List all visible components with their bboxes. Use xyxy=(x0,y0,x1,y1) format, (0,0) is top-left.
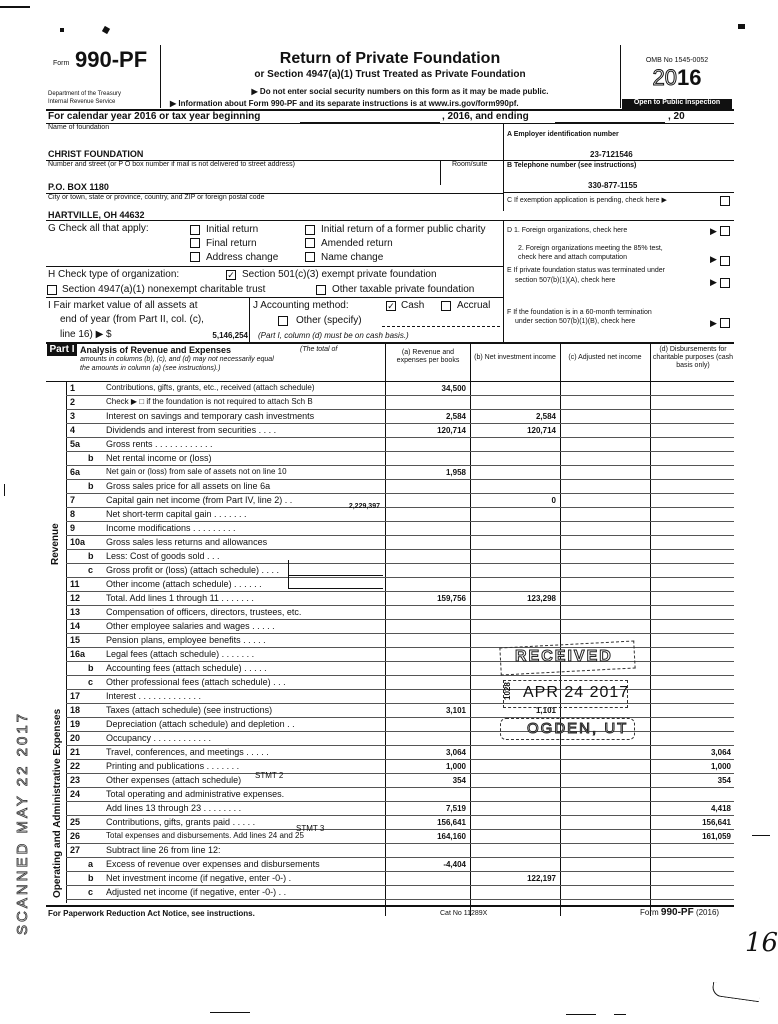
footer-form-prefix: Form xyxy=(640,908,659,917)
scan-mark xyxy=(738,24,745,29)
row-col-a: 159,756 xyxy=(437,594,466,603)
foreign-85-arrow: ▶ xyxy=(710,254,717,264)
row-col-d: 161,059 xyxy=(702,832,731,841)
expenses-side-label: Operating and Administrative Expenses xyxy=(52,708,63,898)
row-number: 26 xyxy=(70,831,81,841)
row-label: Gross sales price for all assets on line 6a xyxy=(106,481,271,491)
row-label: Net gain or (loss) from sale of assets not on line 10 xyxy=(106,467,287,476)
row-col-a: 7,519 xyxy=(445,804,466,813)
row-col-b: 2,584 xyxy=(535,412,556,421)
amended-return-label: Amended return xyxy=(321,238,393,249)
foreign-org-arrow: ▶ xyxy=(710,226,717,236)
foreign-org-checkbox[interactable] xyxy=(720,226,730,236)
dept-line1: Department of the Treasury xyxy=(48,91,122,97)
row-col-a: 1,958 xyxy=(445,468,466,477)
row-number: b xyxy=(88,453,94,463)
row-number: 25 xyxy=(70,817,81,827)
name-label: Name of foundation xyxy=(48,124,110,131)
row-col-d: 354 xyxy=(717,776,731,785)
row-label: Travel, conferences, and meetings . . . . . xyxy=(106,747,269,757)
row-label: Contributions, gifts, grants, etc., received (attach schedule) xyxy=(106,383,315,392)
col-b-header: (b) Net investment income xyxy=(474,354,556,361)
row-number: 16a xyxy=(70,649,86,659)
phone-label: B Telephone number (see instructions) xyxy=(507,162,637,169)
row-col-d: 4,418 xyxy=(710,804,731,813)
row-col-a: 34,500 xyxy=(441,384,466,393)
margin-dash xyxy=(752,835,770,836)
foundation-name: CHRIST FOUNDATION xyxy=(48,149,144,159)
row-label: Capital gain net income (from Part IV, line 2) . . xyxy=(106,495,293,505)
final-return-checkbox[interactable] xyxy=(190,238,200,248)
exemption-pending-checkbox[interactable] xyxy=(720,196,730,206)
part1-desc1: (The total of xyxy=(300,346,338,353)
address-change-label: Address change xyxy=(206,252,279,263)
row-number: 11 xyxy=(70,579,80,589)
part1-desc2: amounts in columns (b), (c), and (d) may not necessarily equal xyxy=(80,356,274,363)
fmv-label-1: I Fair market value of all assets at xyxy=(48,300,198,311)
part1-title: Analysis of Revenue and Expenses xyxy=(80,345,232,355)
row-label: Printing and publications . . . . . . . xyxy=(106,761,240,771)
terminated-label-2: section 507(b)(1)(A), check here xyxy=(515,277,616,284)
row-label: Interest . . . . . . . . . . . . . xyxy=(106,691,202,701)
row-number: 19 xyxy=(70,719,81,729)
fmv-label-3: line 16) ▶ $ xyxy=(60,329,112,340)
foreign-org-label: D 1. Foreign organizations, check here xyxy=(507,227,628,234)
row-number: 10a xyxy=(70,537,86,547)
year-suffix: 16 xyxy=(677,65,702,90)
org-type-label: H Check type of organization: xyxy=(48,269,180,280)
row-col-b: 1,101 xyxy=(535,706,556,715)
row-number: 3 xyxy=(70,411,76,421)
col-d-header: (d) Disbursements for charitable purposes (cash basis only) xyxy=(652,346,734,369)
stmt2-note: STMT 2 xyxy=(255,771,284,780)
row-label: Other professional fees (attach schedule) . . . xyxy=(106,677,286,687)
row-col-a: 156,641 xyxy=(437,818,466,827)
footer-form xyxy=(640,908,719,917)
row-number: b xyxy=(88,873,94,883)
calendar-mid: , 2016, and ending xyxy=(442,111,529,122)
row-number: 13 xyxy=(70,607,81,617)
footer-form-number: 990-PF xyxy=(660,907,694,918)
row-label: Interest on savings and temporary cash investments xyxy=(106,411,315,421)
exemption-pending-label: C If exemption application is pending, check here ▶ xyxy=(507,197,667,204)
form-subtitle: or Section 4947(a)(1) Trust Treated as Private Foundation xyxy=(254,69,526,80)
org-501c3-label: Section 501(c)(3) exempt private foundation xyxy=(242,269,437,280)
row-label: Net investment income (if negative, enter -0-) . xyxy=(106,873,292,883)
row-col-b: 120,714 xyxy=(527,426,556,435)
row-col-a: 164,160 xyxy=(437,832,466,841)
row-number: 22 xyxy=(70,761,81,771)
row-label: Other expenses (attach schedule) xyxy=(106,775,242,785)
row-label: Total operating and administrative expenses. xyxy=(106,789,285,799)
tax-year xyxy=(622,66,732,90)
revenue-side-label: Revenue xyxy=(50,523,61,565)
org-other-taxable-label: Other taxable private foundation xyxy=(332,284,475,295)
fmv-value: 5,146,254 xyxy=(212,331,248,340)
scan-mark xyxy=(0,6,30,8)
org-4947-label: Section 4947(a)(1) nonexempt charitable trust xyxy=(62,284,266,295)
row-label: Check ▶ □ if the foundation is not required to attach Sch B xyxy=(106,397,313,406)
row-label: Other employee salaries and wages . . . . . xyxy=(106,621,275,631)
org-4947-checkbox[interactable] xyxy=(47,285,57,295)
row-label: Net rental income or (loss) xyxy=(106,453,212,463)
foreign-85-label: 2. Foreign organizations meeting the 85% test, xyxy=(518,245,663,252)
row-number: b xyxy=(88,551,94,561)
row-col-a: 3,064 xyxy=(445,748,466,757)
row-number: 24 xyxy=(70,789,81,799)
accrual-label: Accrual xyxy=(457,300,491,311)
city-label: City or town, state or province, country, and ZIP or foreign postal code xyxy=(48,194,265,201)
terminated-arrow: ▶ xyxy=(710,277,717,287)
row-col-a: -4,404 xyxy=(443,860,466,869)
col-c-header: (c) Adjusted net income xyxy=(568,354,642,361)
form-number: 990-PF xyxy=(75,47,148,72)
final-return-label: Final return xyxy=(206,238,257,249)
terminated-label: E If private foundation status was terminated under xyxy=(507,267,665,274)
row-number: 5a xyxy=(70,439,81,449)
other-method-label: Other (specify) xyxy=(296,315,362,326)
row-label: Gross rents . . . . . . . . . . . . xyxy=(106,439,213,449)
check-all-label: G Check all that apply: xyxy=(48,223,149,234)
cash-basis-note: (Part I, column (d) must be on cash basis.) xyxy=(258,331,409,340)
street-value: P.O. BOX 1180 xyxy=(48,182,109,192)
sixty-month-label: F If the foundation is in a 60-month termination xyxy=(507,309,652,316)
handwritten-number: 16 xyxy=(745,928,778,958)
scan-mark xyxy=(60,28,64,32)
row-label: Excess of revenue over expenses and disbursements xyxy=(106,859,320,869)
row-col-d: 156,641 xyxy=(702,818,731,827)
dept-line2: Internal Revenue Service xyxy=(48,99,116,105)
name-change-label: Name change xyxy=(321,252,384,263)
address-change-checkbox[interactable] xyxy=(190,252,200,262)
row-number: 9 xyxy=(70,523,76,533)
omb-number: OMB No 1545-0052 xyxy=(645,57,709,64)
handwritten-scribble xyxy=(711,982,760,1003)
margin-dash xyxy=(4,484,5,496)
accounting-method-label: J Accounting method: xyxy=(253,300,349,311)
ein-value: 23-7121546 xyxy=(590,150,633,159)
row-label: Occupancy . . . . . . . . . . . . xyxy=(106,733,212,743)
row-label: Gross profit or (loss) (attach schedule) . . . . xyxy=(106,565,280,575)
stamp-city: OGDEN, UT xyxy=(527,720,629,737)
row-label: Pension plans, employee benefits . . . . . xyxy=(106,635,266,645)
street-label: Number and street (or P O box number if mail is not delivered to street address) xyxy=(48,161,295,168)
part1-desc3: the amounts in column (a) (see instructions).) xyxy=(80,365,221,372)
fmv-label-2: end of year (from Part II, col. (c), xyxy=(60,314,204,325)
row-label: Add lines 13 through 23 . . . . . . . . xyxy=(106,803,242,813)
row-label: Total expenses and disbursements. Add lines 24 and 25 xyxy=(106,831,304,840)
year-prefix: 20 xyxy=(652,65,677,90)
row-label: Accounting fees (attach schedule) . . . . . xyxy=(106,663,267,673)
row-label: Contributions, gifts, grants paid . . . . . xyxy=(106,817,256,827)
form-title: Return of Private Foundation xyxy=(279,50,501,67)
row-number: b xyxy=(88,663,94,673)
row-col-d: 1,000 xyxy=(710,762,731,771)
row-label: Taxes (attach schedule) (see instructions) xyxy=(106,705,273,715)
row-number: a xyxy=(88,859,94,869)
row-label: Gross sales less returns and allowances xyxy=(106,537,268,547)
row-number: 17 xyxy=(70,691,81,701)
scan-mark xyxy=(102,26,110,34)
stamp-side-code: 1028 xyxy=(503,682,512,700)
row-number: 20 xyxy=(70,733,81,743)
row-number: 21 xyxy=(70,747,81,757)
row-col-d: 3,064 xyxy=(710,748,731,757)
row-col-b: 123,298 xyxy=(527,594,556,603)
initial-return-label: Initial return xyxy=(206,224,259,235)
row-number: 1 xyxy=(70,383,76,393)
col-a-header: (a) Revenue and expenses per books xyxy=(396,349,460,364)
calendar-label: For calendar year 2016 or tax year beginning xyxy=(48,111,261,122)
row-col-a: 3,101 xyxy=(445,706,466,715)
sixty-month-label-2: under section 507(b)(1)(B), check here xyxy=(515,318,636,325)
row-label: Depreciation (attach schedule) and depletion . . xyxy=(106,719,295,729)
row-number: 12 xyxy=(70,593,81,603)
foreign-85-checkbox[interactable] xyxy=(720,256,730,266)
row-number: 6a xyxy=(70,467,81,477)
part1-tag: Part I xyxy=(47,344,77,356)
gross-sales-value: 2,229,397 xyxy=(348,503,380,510)
footer-form-year: (2016) xyxy=(695,908,720,917)
stamp-received: RECEIVED xyxy=(515,648,613,665)
initial-former-label: Initial return of a former public charity xyxy=(321,224,486,235)
instructions-info: ▶ Information about Form 990-PF and its separate instructions is at www.irs.gov/form990pf. xyxy=(170,99,519,108)
paperwork-notice: For Paperwork Reduction Act Notice, see instructions. xyxy=(48,909,255,918)
row-number: 18 xyxy=(70,705,81,715)
row-number: 7 xyxy=(70,495,76,505)
foreign-85-label-2: check here and attach computation xyxy=(518,254,627,261)
row-col-a: 2,584 xyxy=(445,412,466,421)
row-number: 14 xyxy=(70,621,81,631)
row-number: c xyxy=(88,677,94,687)
row-label: Legal fees (attach schedule) . . . . . . . xyxy=(106,649,255,659)
cat-number: Cat No 11289X xyxy=(440,910,488,917)
row-number: c xyxy=(88,887,94,897)
phone-value: 330-877-1155 xyxy=(588,181,638,190)
row-number: 23 xyxy=(70,775,81,785)
row-number: c xyxy=(88,565,94,575)
row-col-a: 354 xyxy=(452,776,466,785)
ein-label: A Employer identification number xyxy=(507,131,619,138)
row-label: Other income (attach schedule) . . . . . . xyxy=(106,579,262,589)
city-value: HARTVILLE, OH 44632 xyxy=(48,210,145,220)
row-number: 2 xyxy=(70,397,76,407)
stmt3-note: STMT 3 xyxy=(296,824,325,833)
open-public-banner: Open to Public Inspection xyxy=(622,99,732,109)
row-label: Dividends and interest from securities . . . . xyxy=(106,425,277,435)
ssn-warning: ▶ Do not enter social security numbers on this form as it may be made public. xyxy=(251,87,549,96)
name-change-checkbox[interactable] xyxy=(305,252,315,262)
row-col-a: 1,000 xyxy=(445,762,466,771)
row-number: 8 xyxy=(70,509,76,519)
cash-label: Cash xyxy=(401,300,425,311)
amended-return-checkbox[interactable] xyxy=(305,238,315,248)
sixty-month-arrow: ▶ xyxy=(710,318,717,328)
scanned-margin-stamp: SCANNED MAY 22 2017 xyxy=(14,710,31,935)
row-number: 15 xyxy=(70,635,81,645)
form-word: Form xyxy=(53,60,70,67)
room-label: Room/suite xyxy=(452,161,488,168)
row-label: Compensation of officers, directors, trustees, etc. xyxy=(106,607,302,617)
row-label: Income modifications . . . . . . . . . xyxy=(106,523,236,533)
row-label: Subtract line 26 from line 12: xyxy=(106,845,221,855)
cash-checkbox[interactable]: ✓ xyxy=(387,301,395,311)
row-number: 27 xyxy=(70,845,81,855)
row-label: Adjusted net income (if negative, enter -0-) . . xyxy=(106,887,287,897)
sixty-month-checkbox[interactable] xyxy=(720,318,730,328)
terminated-checkbox[interactable] xyxy=(720,278,730,288)
other-method-input[interactable] xyxy=(382,326,500,327)
initial-former-checkbox[interactable] xyxy=(305,225,315,235)
org-other-taxable-checkbox[interactable] xyxy=(316,285,326,295)
row-label: Less: Cost of goods sold . . . xyxy=(106,551,220,561)
row-number: b xyxy=(88,481,94,491)
row-label: Total. Add lines 1 through 11 . . . . . . . xyxy=(106,593,254,603)
other-method-checkbox[interactable] xyxy=(278,316,288,326)
row-col-b: 122,197 xyxy=(527,874,556,883)
initial-return-checkbox[interactable] xyxy=(190,225,200,235)
row-col-b: 0 xyxy=(551,496,556,505)
calendar-end: , 20 xyxy=(668,111,685,122)
row-col-a: 120,714 xyxy=(437,426,466,435)
org-501c3-checkbox[interactable]: ✓ xyxy=(227,270,235,280)
accrual-checkbox[interactable] xyxy=(441,301,451,311)
row-label: Net short-term capital gain . . . . . . . xyxy=(106,509,247,519)
stamp-date: APR 24 2017 xyxy=(523,684,630,701)
received-stamp xyxy=(495,640,640,745)
row-number: 4 xyxy=(70,425,76,435)
